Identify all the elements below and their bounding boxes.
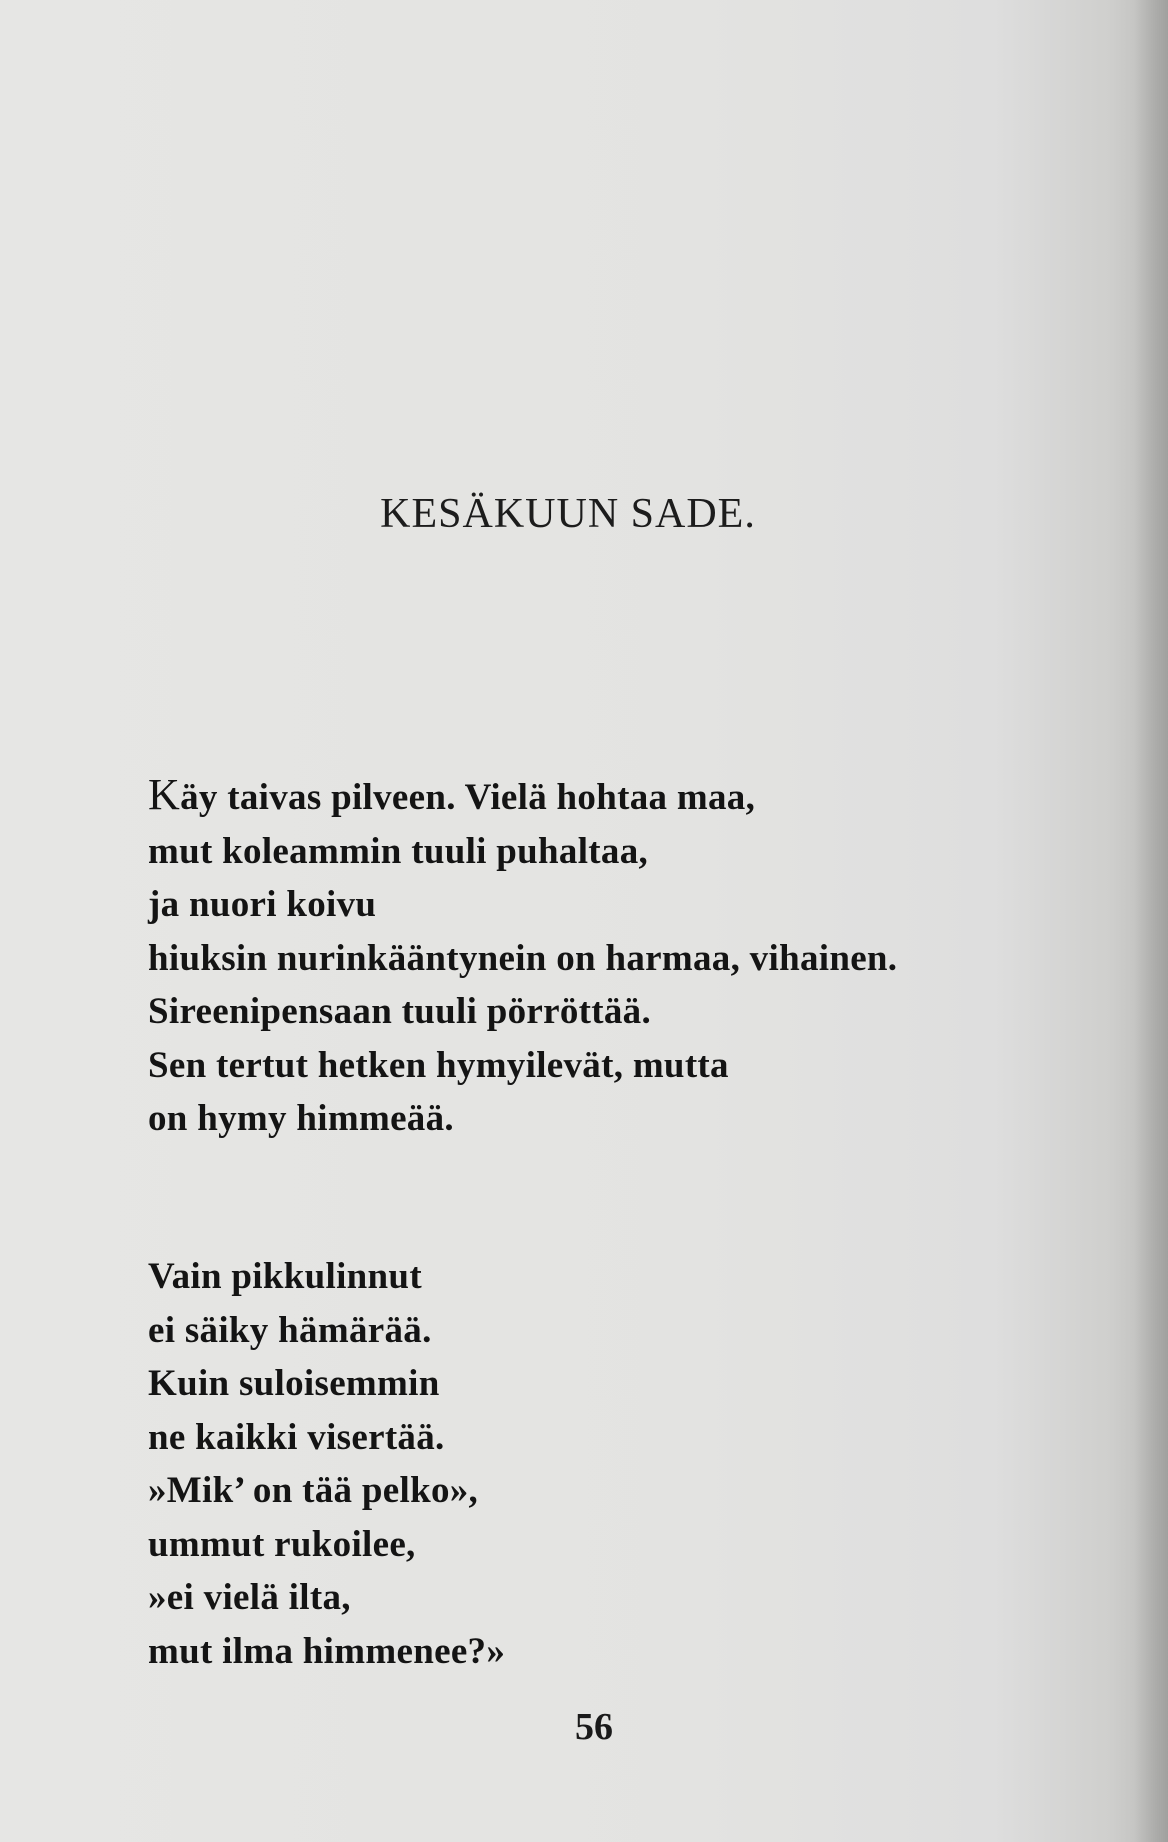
- stanza-1: [148, 768, 897, 1146]
- poem-line: hiuksin nurinkääntynein on harmaa, vihainen.: [148, 937, 898, 979]
- poem-line: ei säiky hämärää.: [148, 1309, 432, 1351]
- poem-line: on hymy himmeää.: [148, 1098, 454, 1139]
- initial-letter: K: [148, 770, 181, 819]
- poem-line: Käy taivas pilveen. Vielä hohtaa maa,: [148, 770, 756, 819]
- poem-line: Kuin suloisemmin: [148, 1363, 440, 1404]
- poem-line: Vain pikkulinnut: [148, 1256, 422, 1297]
- poem-line: mut koleammin tuuli puhaltaa,: [148, 830, 649, 872]
- poem-line: Sen tertut hetken hymyilevät, mutta: [148, 1044, 729, 1086]
- poem-title: KESÄKUUN SADE.: [380, 491, 756, 537]
- stanza-2: [148, 1250, 505, 1678]
- poem-line: ja nuori koivu: [148, 884, 377, 925]
- poem-line: ne kaikki visertää.: [148, 1416, 445, 1458]
- poem-line: mut ilma himmenee?»: [148, 1630, 506, 1672]
- page-edge-shadow: [1134, 0, 1168, 1842]
- poem-line: ummut rukoilee,: [148, 1523, 416, 1565]
- page-number: 56: [575, 1706, 613, 1748]
- poem-line: »Mik’ on tää pelko»,: [148, 1470, 479, 1511]
- poem-line: Sireenipensaan tuuli pörröttää.: [148, 991, 652, 1032]
- poem-line: »ei vielä ilta,: [148, 1577, 351, 1618]
